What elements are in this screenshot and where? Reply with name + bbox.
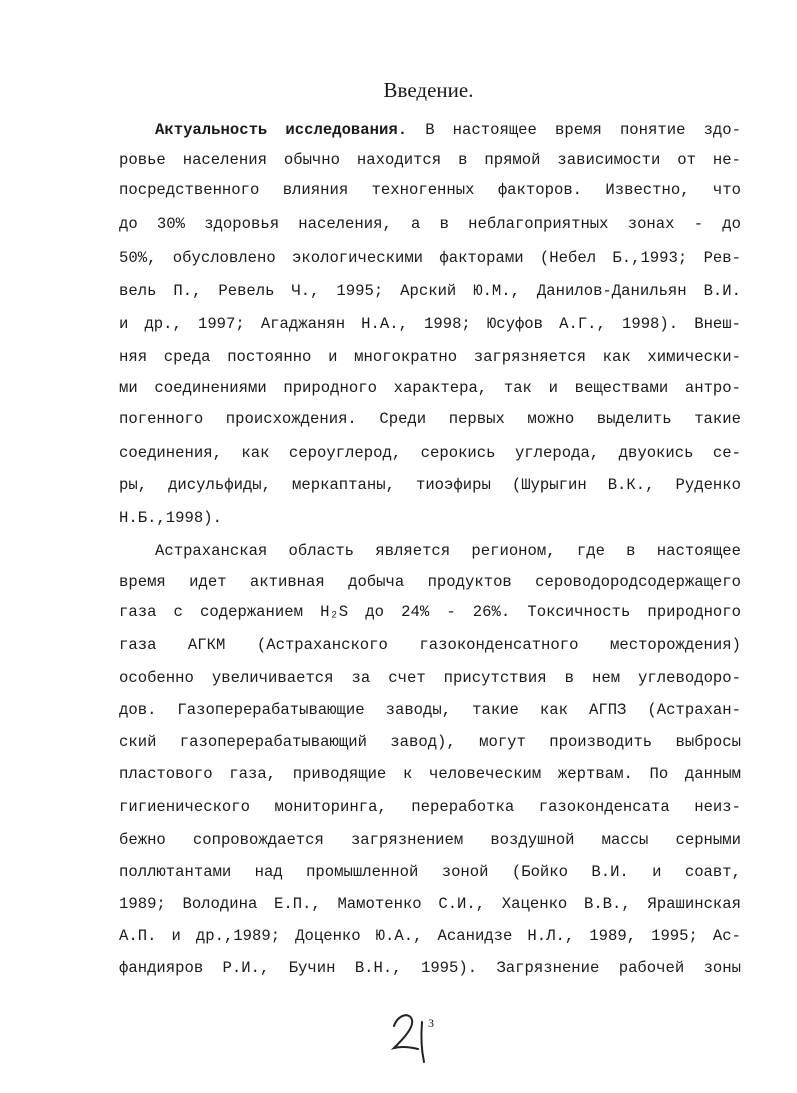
paragraph-1-line-1-text: В настоящее время понятие здо-: [407, 121, 741, 139]
page-number: 3: [428, 1016, 434, 1030]
paragraph-1-line-11: соединения, как сероуглерод, серокись углерода, двуокись се-: [119, 444, 741, 462]
handwritten-signature: [388, 1000, 448, 1070]
paragraph-1-line-8: няя среда постоянно и многократно загрязняется как химически-: [119, 348, 741, 366]
paragraph-1-line-12: ры, дисульфиды, меркаптаны, тиоэфиры (Шурыгин В.К., Руденко: [119, 476, 741, 494]
paragraph-1-line-1: [155, 117, 741, 143]
paragraph-2-line-12: 1989; Володина Е.П., Мамотенко С.И., Хаценко В.В., Ярашинская: [119, 895, 741, 913]
paragraph-2-line-1: Астраханская область является регионом, где в настоящее: [155, 542, 741, 560]
paragraph-1-line-7: и др., 1997; Агаджанян Н.А., 1998; Юсуфов А.Г., 1998). Внеш-: [119, 315, 741, 333]
paragraph-1-line-3: посредственного влияния техногенных факторов. Известно, что: [119, 181, 741, 199]
paragraph-1-line-6: вель П., Ревель Ч., 1995; Арский Ю.М., Данилов-Данильян В.И.: [119, 282, 741, 300]
paragraph-2-line-2: время идет активная добыча продуктов сероводородсодержащего: [119, 573, 741, 591]
paragraph-2-line-8: пластового газа, приводящие к человеческим жертвам. По данным: [119, 765, 741, 783]
paragraph-1-line-5: 50%, обусловлено экологическими факторами (Небел Б.,1993; Рев-: [119, 249, 741, 267]
paragraph-2-line-4: газа АГКМ (Астраханского газоконденсатного месторождения): [119, 636, 741, 654]
paragraph-2-line-7: ский газоперерабатывающий завод), могут производить выбросы: [119, 733, 741, 751]
paragraph-2-line-6: дов. Газоперерабатывающие заводы, такие как АГПЗ (Астрахан-: [119, 701, 741, 719]
paragraph-2-line-5: особенно увеличивается за счет присутствия в нем углеводоро-: [119, 669, 741, 687]
paragraph-2-line-14: фандияров Р.И., Бучин В.Н., 1995). Загрязнение рабочей зоны: [119, 959, 741, 977]
paragraph-1-line-13: Н.Б.,1998).: [119, 509, 222, 527]
page-title: Введение.: [383, 78, 474, 102]
paragraph-2-line-10: бежно сопровождается загрязнением воздушной массы серными: [119, 831, 741, 849]
paragraph-2-line-13: А.П. и др.,1989; Доценко Ю.А., Асанидзе Н.Л., 1989, 1995; Ас-: [119, 927, 741, 945]
paragraph-1-line-4: до 30% здоровья населения, а в неблагоприятных зонах - до: [119, 215, 741, 233]
paragraph-2-line-3: газа с содержанием H₂S до 24% - 26%. Токсичность природного: [119, 603, 741, 621]
paragraph-1-line-10: погенного происхождения. Среди первых можно выделить такие: [119, 410, 741, 428]
paragraph-2-line-9: гигиенического мониторинга, переработка газоконденсата неиз-: [119, 798, 741, 816]
bold-lead: Актуальность исследования.: [155, 121, 408, 139]
paragraph-1-line-9: ми соединениями природного характера, так и веществами антро-: [119, 379, 741, 397]
paragraph-2-line-11: поллютантами над промышленной зоной (Бойко В.И. и соавт,: [119, 863, 741, 881]
paragraph-1-line-2: ровье населения обычно находится в прямой зависимости от не-: [119, 151, 741, 169]
